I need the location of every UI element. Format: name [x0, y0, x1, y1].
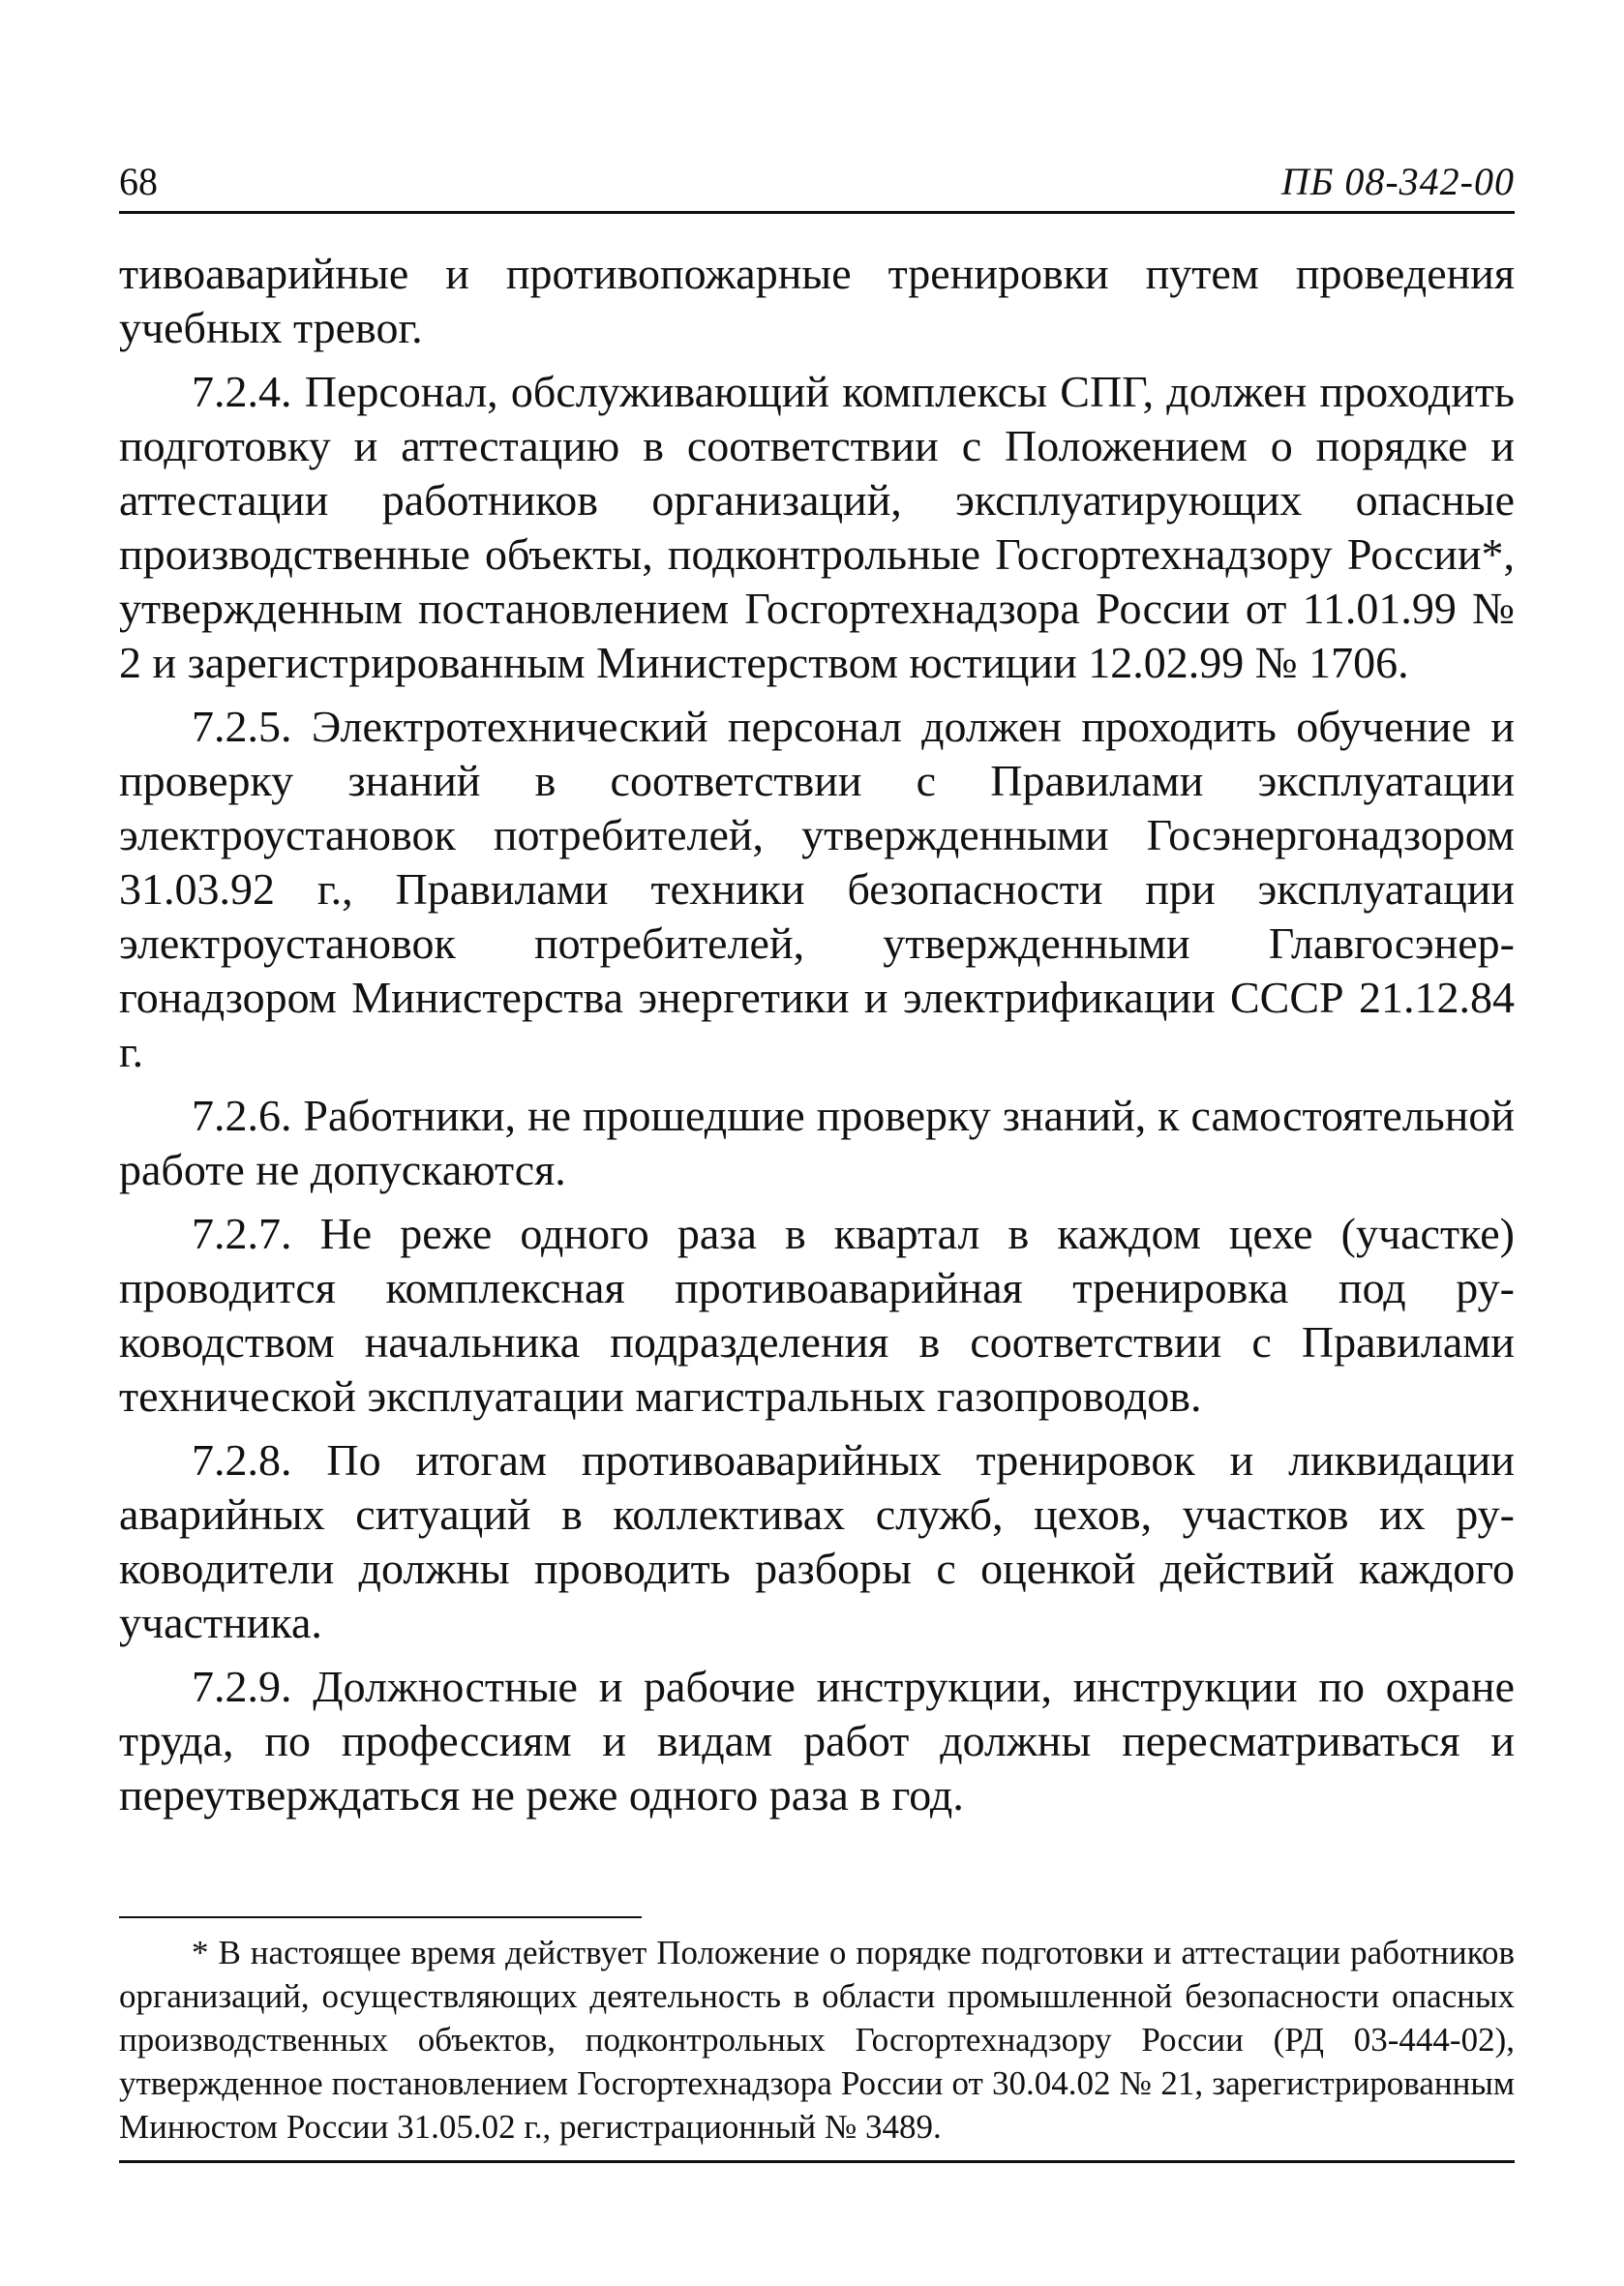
- page-number: 68: [119, 160, 158, 203]
- paragraph-7-2-8: 7.2.8. По итогам противоаварийных тренировок и ликвидации аварийных ситуаций в коллективах служб, цехов, участков их руководители должны проводить разборы с оценкой действий каждого участника.: [119, 1435, 1515, 1647]
- footnote: * В настоящее время действует Положение о порядке подготовки и аттестации работников организаций, осуществляющих деятельность в области промышленной безопасности опасных производственных объектов, подконтрольных Госгортехнадзору России (РД 03-444-02), утвержденное постановлением Госгортехнадзора России от 30.04.02 № 21, зарегистрированным Минюстом России 31.05.02 г., регистрационный № 3489.: [119, 1934, 1515, 2146]
- document-code: ПБ 08-342-00: [1280, 160, 1515, 203]
- paragraph-7-2-6: 7.2.6. Работники, не прошедшие проверку знаний, к самостоятельной работе не допускаются.: [119, 1091, 1515, 1194]
- bottom-rule: [119, 2160, 1515, 2163]
- main-text: [119, 247, 1515, 1832]
- footnote-separator: [119, 1916, 642, 1918]
- paragraph-7-2-9: 7.2.9. Должностные и рабочие инструкции, инструкции по охране труда, по профессиям и видам работ должны пересматриваться и переутверждаться не реже одного раза в год.: [119, 1662, 1515, 1820]
- paragraph-7-2-7: 7.2.7. Не реже одного раза в квартал в каждом цехе (участке) проводится комплексная противоаварийная тренировка под руководством начальника подразделения в соответствии с Правилами технической эксплуатации магистральных газопроводов.: [119, 1209, 1515, 1421]
- paragraph-7-2-4: 7.2.4. Персонал, обслуживающий комплексы СПГ, должен проходить подготовку и аттестацию в соответствии с Положением о порядке и аттестации работников организаций, эксплуатирующих опасные производственные объекты, подконтрольные Госгортехнадзору России*, утвержденным постановлением Госгортехнадзора России от 11.01.99 № 2 и зарегистрированным Министерством юстиции 12.02.99 № 1706.: [119, 367, 1515, 687]
- page-header: [119, 153, 1515, 214]
- paragraph-continuation: тивоаварийные и противопожарные тренировки путем проведения учебных тревог.: [119, 249, 1515, 352]
- paragraph-7-2-5: 7.2.5. Электротехнический персонал должен проходить обучение и проверку знаний в соответствии с Правилами эксплуатации электроустановок потребителей, утвержденными Госэнергонадзором 31.03.92 г., Правилами техники безопасности при эксплуатации электроустановок потребителей, утвержденными Главгосэнергонадзором Министерства энергетики и электрификации СССР 21.12.84 г.: [119, 702, 1515, 1076]
